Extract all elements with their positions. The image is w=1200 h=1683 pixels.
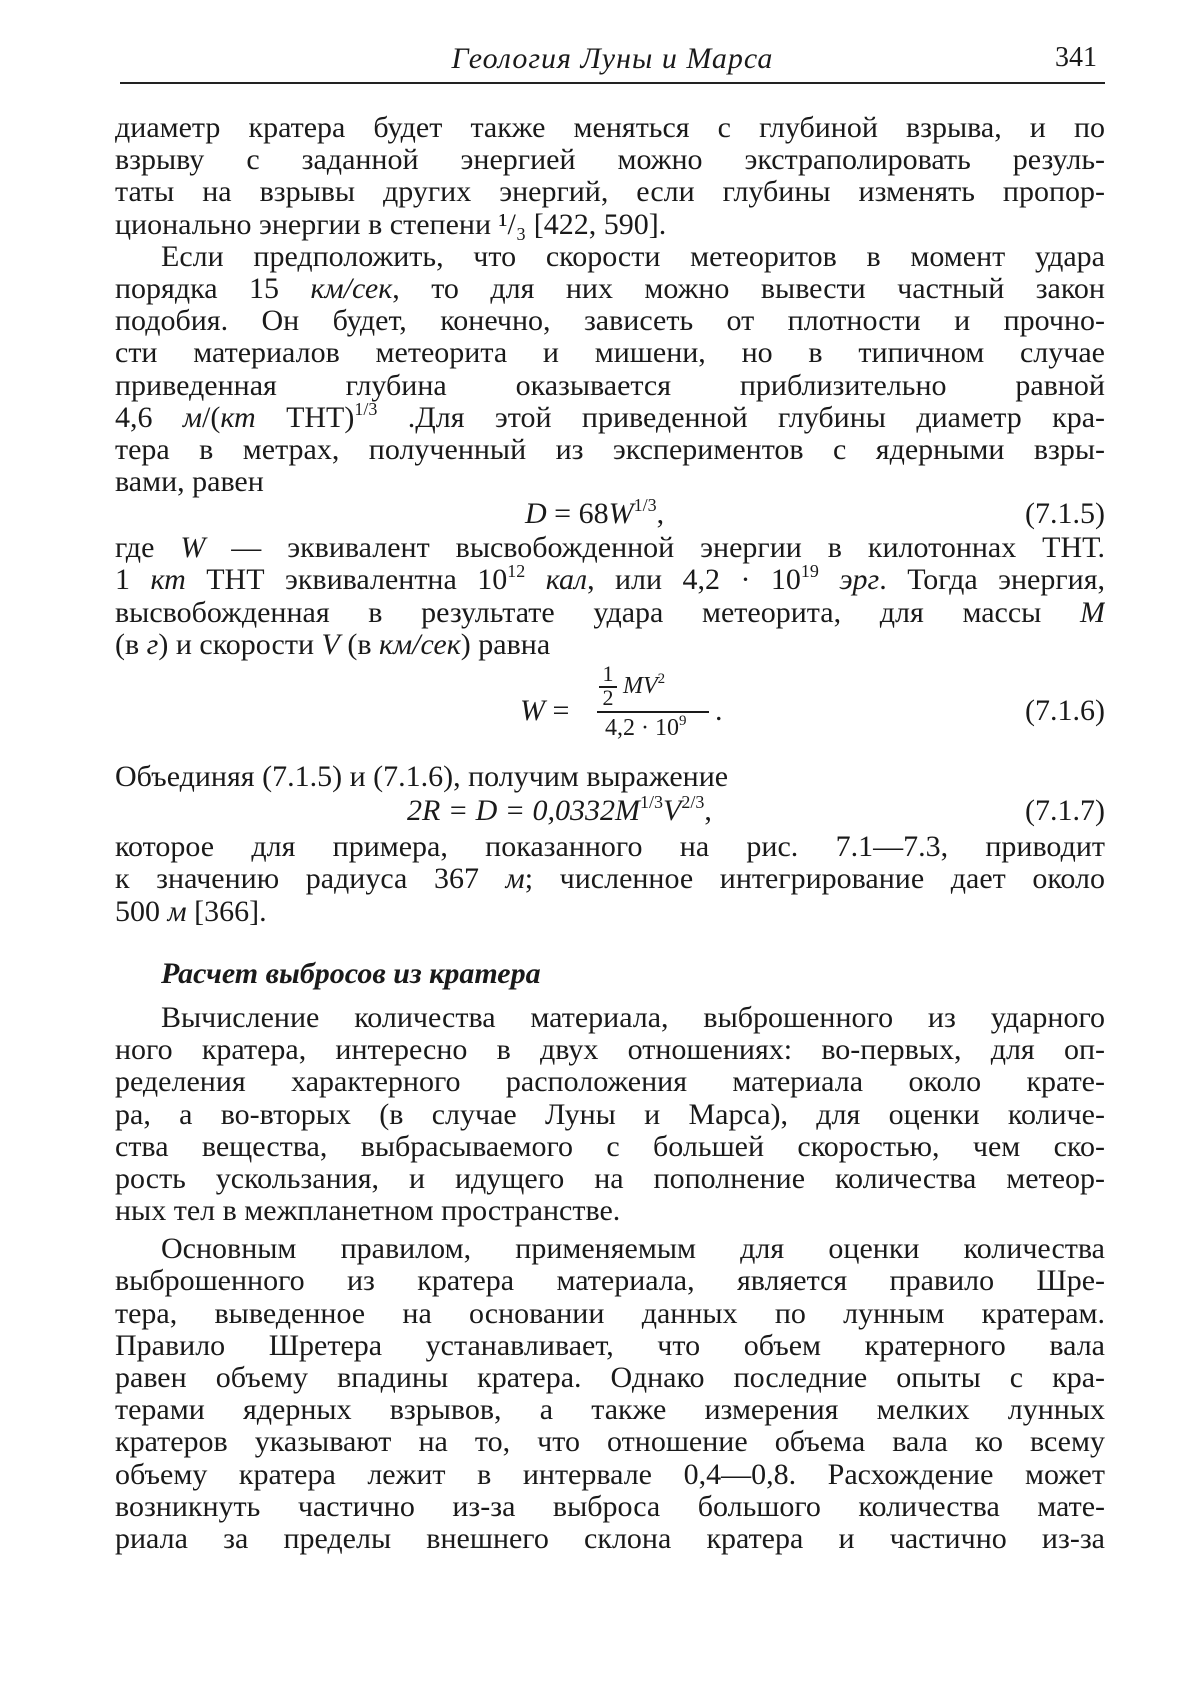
equation-body: $D = 68W^{1/3}$, xyxy=(525,495,665,531)
fraction-two-bottom: 2 xyxy=(602,685,614,710)
text-line: терами ядерных взрывов, а также измерения мелких лунных xyxy=(115,1394,1105,1427)
text-line: 500 м [366]. xyxy=(115,894,267,928)
equation-lhs: W = xyxy=(520,694,570,727)
text-line: ределения характерного расположения материала около крате- xyxy=(115,1066,1105,1099)
text-line: Объединяя (7.1.5) и (7.1.6), получим выражение xyxy=(115,760,729,793)
text-line: ра, а во-вторых (в случае Луны и Марса), для оценки количе- xyxy=(115,1098,1105,1131)
text-line: Правило Шретера устанавливает, что объем кратерного вала xyxy=(115,1329,1105,1362)
text-line: приведенная глубина оказывается приблизительно равной xyxy=(115,369,1105,402)
numerator-expr: $MV^2$ xyxy=(623,671,666,699)
text-line: кратеров указывают на то, что отношение объема вала ко всему xyxy=(115,1426,1105,1459)
text-line: взрыву с заданной энергией можно экстраполировать резуль- xyxy=(115,144,1105,177)
text-line: объему кратера лежит в интервале 0,4—0,8. Расхождение может xyxy=(115,1458,1105,1491)
page-number: 341 xyxy=(1055,42,1097,73)
text-line: сти материалов метеорита и мишени, но в типичном случае xyxy=(115,337,1105,370)
denominator: $4,2 \cdot 10^9$ xyxy=(605,713,687,741)
equation-7-1-5 xyxy=(115,495,1105,532)
equation-tail: . xyxy=(715,694,723,727)
text-line: Если предположить, что скорости метеоритов в момент удара xyxy=(161,240,1105,273)
text-line: ного кратера, интересно в двух отношениях: во-первых, для оп- xyxy=(115,1034,1105,1067)
text-line: к значению радиуса 367 м; численное интегрирование дает около xyxy=(115,863,1105,896)
text-line: равен объему впадины кратера. Однако последние опыты с кра- xyxy=(115,1362,1105,1394)
main-fraction-bar xyxy=(597,711,709,713)
text-line: рость ускользания, и идущего на пополнение количества метеор- xyxy=(115,1162,1105,1195)
equation-number: (7.1.7) xyxy=(1025,794,1105,828)
text-line: риала за пределы внешнего склона кратера и частично из-за xyxy=(115,1522,1105,1555)
text-line: ства вещества, выбрасываемого с большей скоростью, чем ско- xyxy=(115,1130,1105,1163)
text-line: возникнуть частично из-за выброса большого количества мате- xyxy=(115,1490,1105,1523)
text-line: тера, выведенное на основании данных по лунным кратерам. xyxy=(115,1297,1105,1330)
text-line: подобия. Он будет, конечно, зависеть от плотности и прочно- xyxy=(115,305,1105,338)
running-title: Геология Луны и Марса xyxy=(451,42,774,75)
equation-number: (7.1.5) xyxy=(1025,497,1105,531)
text-line: диаметр кратера будет также меняться с глубиной взрыва, и по xyxy=(115,112,1105,144)
text-line: порядка 15 км/сек, то для них можно вывести частный закон xyxy=(115,272,1105,305)
text-line: тера в метрах, полученный из экспериментов с ядерными взры- xyxy=(115,433,1105,466)
text-line: Вычисление количества материала, выброшенного из ударного xyxy=(161,1001,1105,1034)
text-line: 4,6 м/(кт ТНТ)$^{1/3}$ .Для этой приведенной глубины диаметр кра- xyxy=(115,401,1105,434)
text-line: которое для примера, показанного на рис. 7.1—7.3, приводит xyxy=(115,831,1105,864)
text-line: вами, равен xyxy=(115,465,264,499)
text-line: ных тел в межпланетном пространстве. xyxy=(115,1194,621,1228)
body-text xyxy=(115,112,1105,1555)
text-line: высвобожденная в результате удара метеорита, для массы M xyxy=(115,596,1105,629)
fraction xyxy=(597,661,727,757)
text-line: где W — эквивалент высвобожденной энергии в килотоннах ТНТ. xyxy=(115,532,1105,565)
page-header xyxy=(120,38,1105,84)
equation-number: (7.1.6) xyxy=(1025,694,1105,727)
equation-7-1-7 xyxy=(115,793,1105,831)
equation-7-1-6 xyxy=(115,661,1105,757)
equation-body: $2R = D = 0,0332M^{1/3}V^{2/3}$, xyxy=(407,792,712,828)
text-line: ционально энергии в степени ¹/₃ [422, 590]. xyxy=(115,207,667,241)
text-line: Основным правилом, применяемым для оценки количества xyxy=(161,1233,1105,1266)
text-line: таты на взрывы других энергий, если глубины изменять пропор- xyxy=(115,176,1105,209)
text-line: 1 кт ТНТ эквивалентна $10^{12}$ кал, или $4,2 \cdot 10^{19}$ эрг. Тогда энергия, xyxy=(115,564,1105,597)
text-line: (в г) и скорости V (в км/сек) равна xyxy=(115,627,551,661)
section-heading: Расчет выбросов из кратера xyxy=(161,956,541,990)
fraction-one-top: 1 xyxy=(602,661,614,686)
text-line: выброшенного из кратера материала, является правило Шре- xyxy=(115,1265,1105,1298)
